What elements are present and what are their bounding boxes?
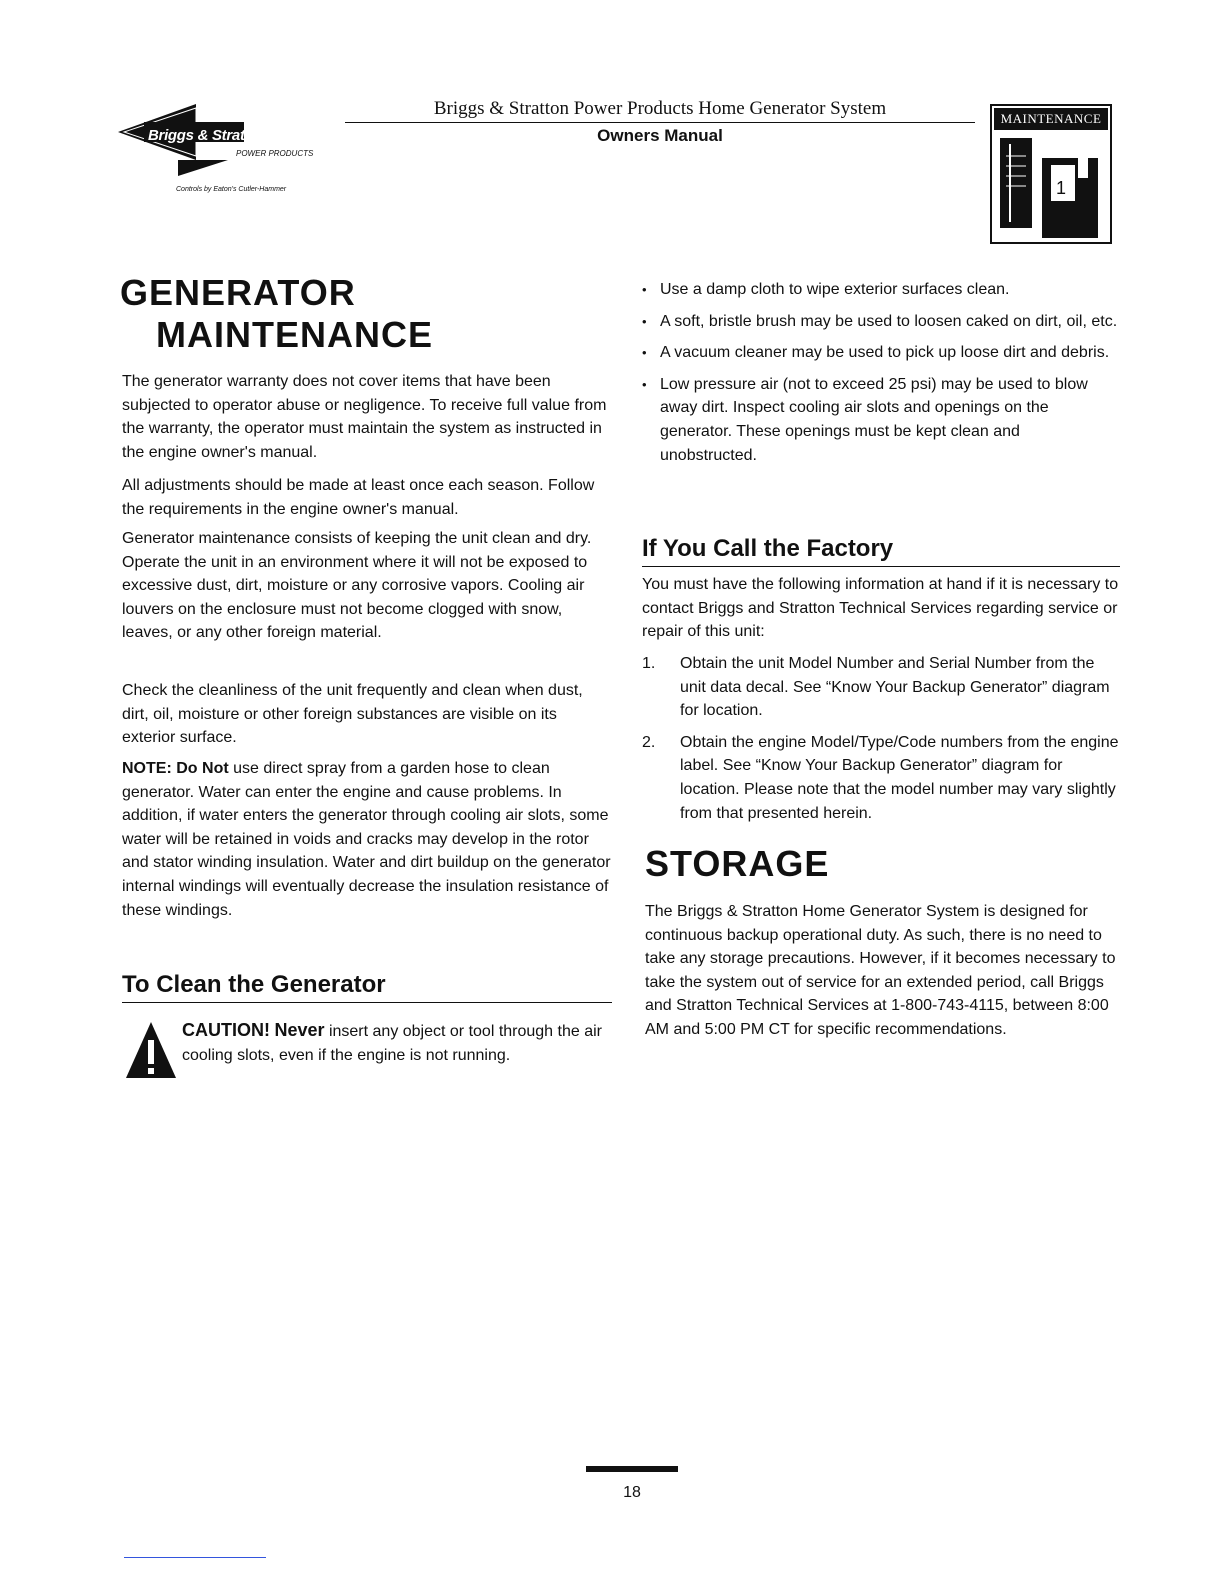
page-number-bar [586,1466,678,1472]
storage-heading: STORAGE [645,843,830,884]
system-title: Briggs & Stratton Power Products Home Generator System [345,98,975,123]
step-number: 1. [642,655,656,672]
page-number: 18 [623,1484,641,1501]
section-badge-label: MAINTENANCE [994,108,1108,130]
manual-title: Owners Manual [597,126,723,145]
caution-body: insert any object or tool through the air cooling slots, even if the engine is not running. [182,1023,602,1064]
briggs-stratton-logo [118,104,348,204]
adjustments-paragraph: All adjustments should be made at least once each season. Follow the requirements in the engine owner's manual. [122,477,595,518]
note-label: NOTE: [122,760,172,777]
cleanliness-paragraph: Check the cleanliness of the unit frequently and clean when dust, dirt, oil, moisture or other foreign substances are visible on its exterior surface. [122,682,583,747]
step-number: 2. [642,733,656,751]
page-title-line2: MAINTENANCE [156,314,433,355]
list-item: • A vacuum cleaner may be used to pick up loose dirt and debris. [640,341,1120,365]
cleaning-bullet-list [640,278,1120,475]
caution-label: CAUTION! [182,1020,270,1040]
note-paragraph [122,757,614,922]
warning-triangle-icon [124,1020,178,1080]
page-title-line1: GENERATOR [120,272,356,313]
logo-sub-text: POWER PRODUCTS [236,149,314,158]
call-factory-heading: If You Call the Factory [642,532,1120,567]
step-text: Obtain the unit Model Number and Serial Number from the unit data decal. See “Know Your Backup Generator” diagram for location. [680,655,1110,720]
maintenance-tools-icon [998,136,1108,240]
running-header [345,98,975,147]
step-text: Obtain the engine Model/Type/Code numbers from the engine label. See “Know Your Backup Generator” diagram for location. Please note that the model number may vary slightly from that presented herein. [680,733,1119,822]
caution-emphasis: Never [274,1020,325,1040]
maintenance-paragraph: Generator maintenance consists of keeping the unit clean and dry. Operate the unit in an environment where it will not be exposed to excessive dust, dirt, moisture or any corrosive vapors. Cooling air louvers on the enclosure must not become clogged with snow, leaves, or any other foreign material. [122,530,592,642]
storage-paragraph: The Briggs & Stratton Home Generator System is designed for continuous backup operational duty. As such, there is no need to take any storage precautions. However, if it becomes necessary to take the system out of service for an extended period, call Briggs and Stratton Technical Services at 1-800-743-4115, between 8:00 AM and 5:00 PM CT for specific recommendations. [645,903,1116,1038]
clean-generator-heading: To Clean the Generator [122,968,612,1003]
list-item [642,731,1122,825]
caution-box [124,1018,614,1098]
note-text: use direct spray from a garden hose to clean generator. Water can enter the engine and cause problems. In addition, if water enters the generator through cooling air slots, some water will be retained in voids and cracks may develop in the rotor and stator winding insulation. Water and dirt buildup on the generator internal windings will eventually decrease the insulation resistance of these windings. [122,760,611,919]
logo-tagline: Controls by Eaton's Cutler-Hammer [176,186,287,193]
footer-divider [124,1557,266,1558]
list-item: • A soft, bristle brush may be used to loosen caked on dirt, oil, etc. [640,310,1120,334]
svg-text:1: 1 [1056,178,1067,198]
warranty-paragraph: The generator warranty does not cover items that have been subjected to operator abuse or negligence. To receive full value from the warranty, the operator must maintain the system as instructed in the engine owner's manual. [122,373,607,461]
note-emphasis: Do Not [176,760,229,777]
list-item: • Use a damp cloth to wipe exterior surfaces clean. [640,278,1120,302]
factory-intro-paragraph: You must have the following information at hand if it is necessary to contact Briggs and Stratton Technical Services regarding service or repair of this unit: [642,576,1119,641]
section-badge [990,104,1112,244]
factory-steps-list [642,652,1122,833]
caution-text [182,1018,612,1068]
logo-brand-text: Briggs & Stratton [148,127,268,144]
list-item: • Low pressure air (not to exceed 25 psi) may be used to blow away dirt. Inspect cooling air slots and openings on the generator. These openings must be kept clean and unobstructed. [640,373,1120,467]
list-item [642,652,1122,723]
